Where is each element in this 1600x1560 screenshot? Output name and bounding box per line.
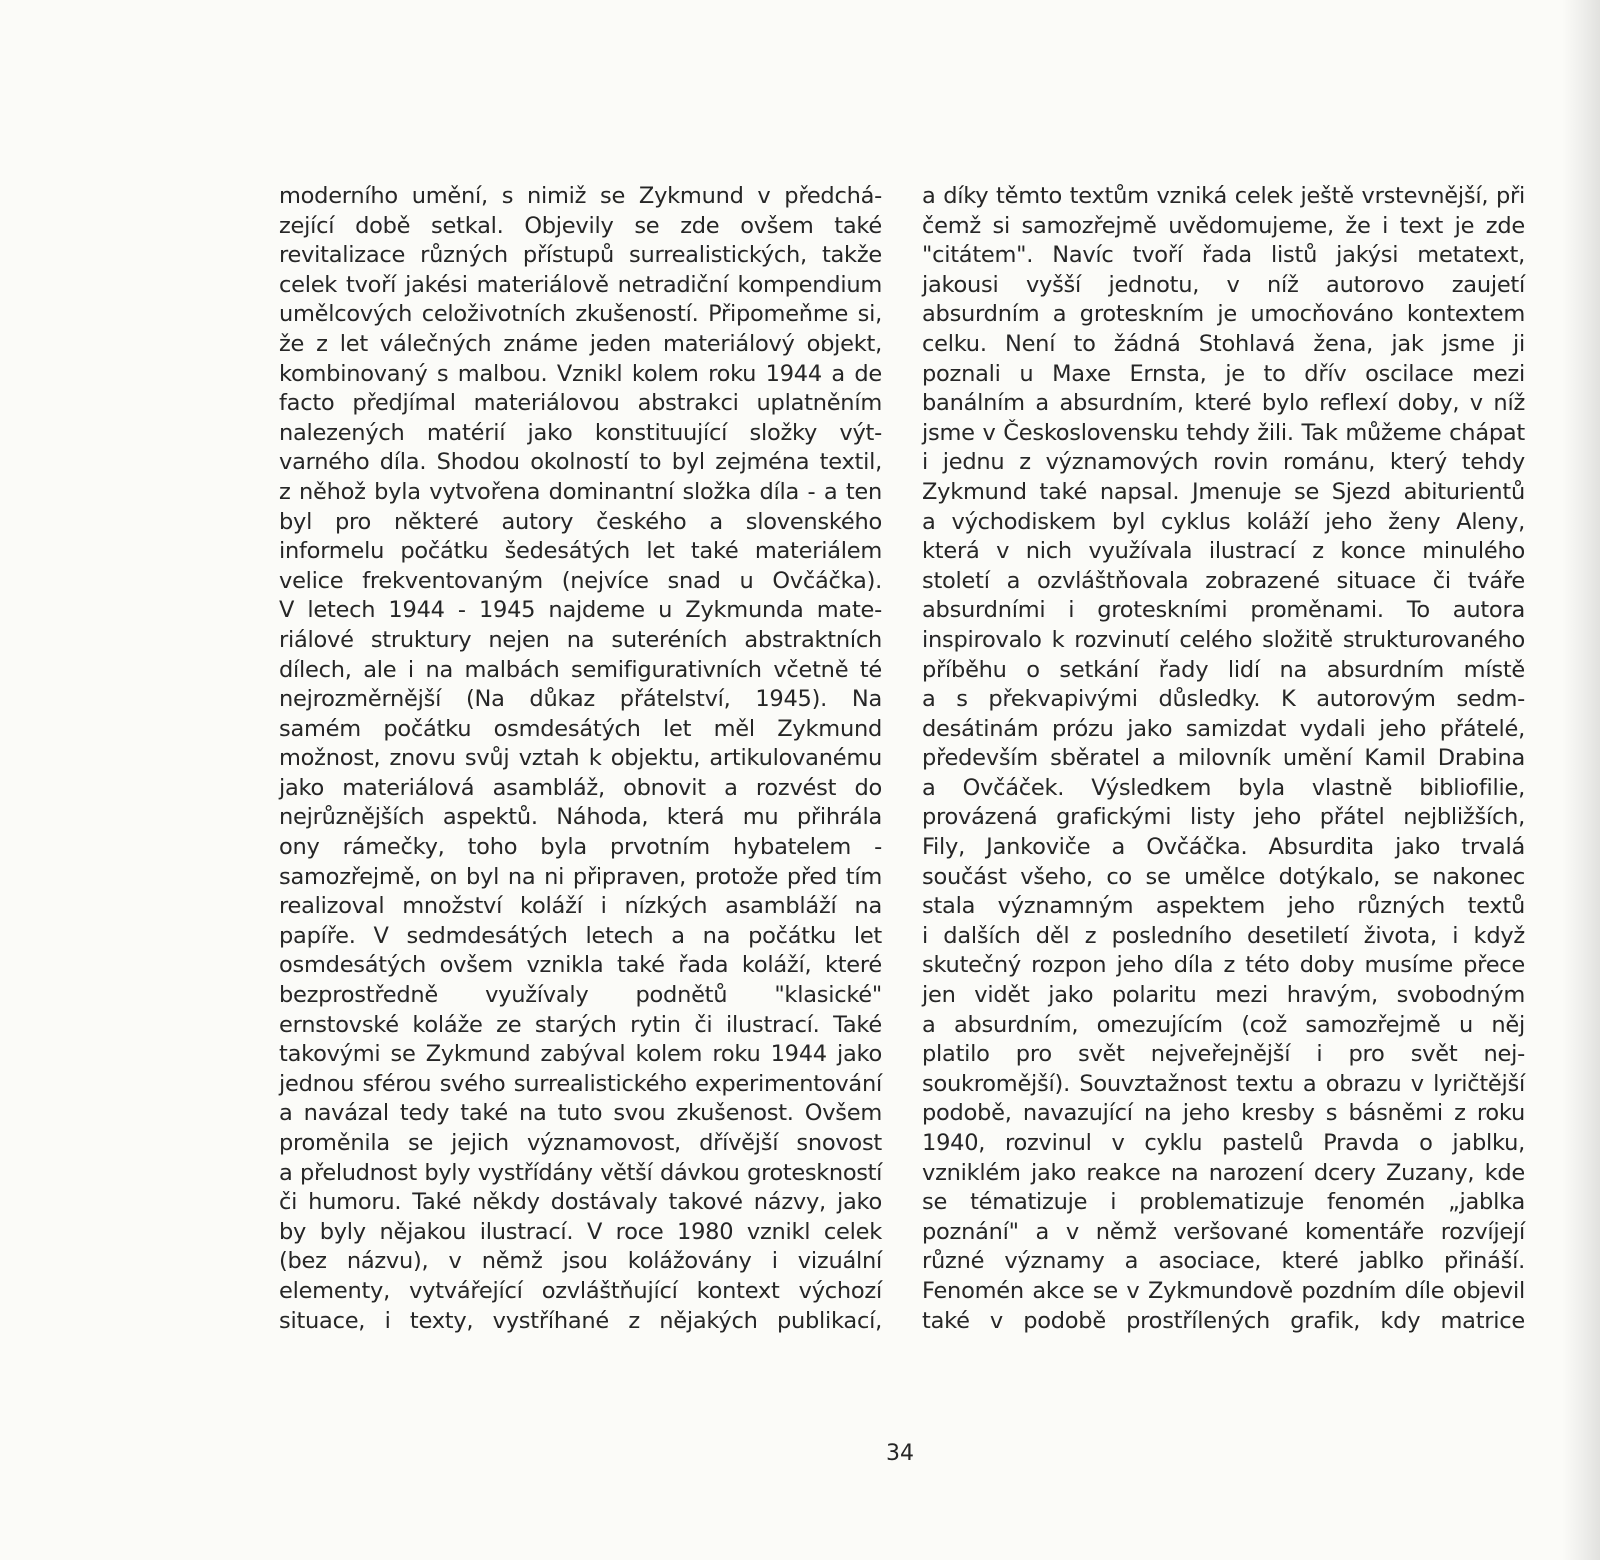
text-line: a navázal tedy také na tuto svou zkušenost. Ovšem <box>279 1100 882 1127</box>
text-line: inspirovalo k rozvinutí celého složitě strukturovaného <box>922 626 1525 653</box>
text-line: takovými se Zykmund zabýval kolem roku 1944 jako <box>279 1041 882 1068</box>
text-line: se tématizuje i problematizuje fenomén „jablka <box>922 1189 1525 1216</box>
text-line: informelu počátku šedesátých let také materiálem <box>279 538 882 565</box>
text-line: kombinovaný s malbou. Vznikl kolem roku 1944 a de <box>279 360 882 387</box>
text-line: celek tvoří jakési materiálově netradiční kompendium <box>279 271 882 298</box>
text-line: a přeludnost byly vystřídány větší dávkou groteskností <box>279 1159 882 1186</box>
text-line: realizoval množství koláží i nízkých asambláží na <box>279 893 882 920</box>
text-line: moderního umění, s nimiž se Zykmund v předchá- <box>279 183 882 209</box>
text-line: elementy, vytvářející ozvláštňující kontext výchozí <box>279 1277 882 1304</box>
text-line: byl pro některé autory českého a slovenského <box>279 508 882 535</box>
text-line: 1940, rozvinul v cyklu pastelů Pravda o jablku, <box>922 1130 1525 1156</box>
text-line: vzniklém jako reakce na narození dcery Zuzany, kde <box>922 1159 1525 1186</box>
text-line: poznali u Maxe Ernsta, je to dřív oscilace mezi <box>922 360 1525 387</box>
text-line: možnost, znovu svůj vztah k objektu, artikulovanému <box>279 745 882 772</box>
text-line: by byly nějakou ilustrací. V roce 1980 vznikl celek <box>279 1218 882 1245</box>
text-line: a díky těmto textům vzniká celek ještě vrstevnější, při <box>922 183 1525 209</box>
text-line: že z let válečných známe jeden materiálový objekt, <box>279 330 882 357</box>
text-line: bezprostředně využívaly podnětů "klasické" <box>279 982 882 1009</box>
text-line: z něhož byla vytvořena dominantní složka díla - a ten <box>279 478 882 505</box>
text-line: ernstovské koláže ze starých rytin či ilustrací. Také <box>279 1011 882 1038</box>
text-line: zející době setkal. Objevily se zde ovšem také <box>279 212 882 239</box>
text-line: čemž si samozřejmě uvědomujeme, že i text je zde <box>922 212 1525 239</box>
text-line: nejrůznějších aspektů. Náhoda, která mu přihrála <box>279 804 882 831</box>
text-line: umělcových celoživotních zkušeností. Připomeňme si, <box>279 301 882 328</box>
text-line: varného díla. Shodou okolností to byl zejména textil, <box>279 449 882 476</box>
text-line: Fily, Jankoviče a Ovčáčka. Absurdita jako trvalá <box>922 834 1525 861</box>
text-line: proměnila se jejich významovost, dřívější snovost <box>279 1130 882 1156</box>
text-line: situace, i texty, vystříhané z nějakých publikací, <box>279 1307 882 1334</box>
text-line: celku. Není to žádná Stohlavá žena, jak jsme ji <box>922 330 1525 357</box>
text-line: příběhu o setkání řady lidí na absurdním místě <box>922 656 1525 683</box>
text-column-left <box>279 182 882 1336</box>
text-line: a s překvapivými důsledky. K autorovým sedm- <box>922 686 1525 713</box>
text-line: samozřejmě, on byl na ni připraven, protože před tím <box>279 863 882 890</box>
text-line: absurdními i groteskními proměnami. To autora <box>922 597 1525 624</box>
page-number: 34 <box>886 1441 914 1466</box>
text-line: která v nich využívala ilustrací z konce minulého <box>922 538 1525 565</box>
text-line: i jednu z významových rovin románu, který tehdy <box>922 449 1525 476</box>
text-line: stala významným aspektem jeho různých textů <box>922 893 1525 920</box>
text-line: osmdesátých ovšem vznikla také řada koláží, které <box>279 952 882 979</box>
text-line: poznání" a v němž veršované komentáře rozvíjejí <box>922 1218 1525 1245</box>
text-line: revitalizace různých přístupů surrealistických, takže <box>279 242 882 269</box>
text-line: dílech, ale i na malbách semifigurativních včetně té <box>279 656 882 683</box>
text-line: soukromější). Souvztažnost textu a obrazu v lyričtější <box>922 1070 1525 1097</box>
text-line: V letech 1944 - 1945 najdeme u Zykmunda mate- <box>279 597 882 624</box>
text-line: a absurdním, omezujícím (což samozřejmě u něj <box>922 1011 1525 1038</box>
text-line: jsme v Československu tehdy žili. Tak můžeme chápat <box>922 419 1525 446</box>
text-line: jednou sférou svého surrealistického experimentování <box>279 1070 882 1097</box>
text-line: platilo pro svět nejveřejnější i pro svět nej- <box>922 1041 1525 1068</box>
text-line: banálním a absurdním, které bylo reflexí doby, v níž <box>922 390 1525 417</box>
page-gutter-shadow <box>1562 0 1600 1560</box>
text-line: jakousi vyšší jednotu, v níž autorovo zaujetí <box>922 271 1525 298</box>
text-line: Fenomén akce se v Zykmundově pozdním díle objevil <box>922 1277 1525 1304</box>
text-line: riálové struktury nejen na suteréních abstraktních <box>279 626 882 653</box>
text-line: absurdním a groteskním je umocňováno kontextem <box>922 301 1525 328</box>
text-line: různé významy a asociace, které jablko přináší. <box>922 1248 1525 1275</box>
text-line: skutečný rozpon jeho díla z této doby musíme přece <box>922 952 1525 979</box>
text-line: a Ovčáček. Výsledkem byla vlastně bibliofilie, <box>922 774 1525 801</box>
text-line: století a ozvláštňovala zobrazené situace či tváře <box>922 567 1525 594</box>
text-line: také v podobě prostřílených grafik, kdy matrice <box>922 1307 1525 1334</box>
text-line: "citátem". Navíc tvoří řada listů jakýsi metatext, <box>922 242 1525 269</box>
text-line: facto předjímal materiálovou abstrakci uplatněním <box>279 390 882 417</box>
text-line: podobě, navazující na jeho kresby s básněmi z roku <box>922 1100 1525 1127</box>
text-line: (bez názvu), v němž jsou kolážovány i vizuální <box>279 1248 882 1275</box>
text-line: a východiskem byl cyklus koláží jeho ženy Aleny, <box>922 508 1525 535</box>
text-line: jen vidět jako polaritu mezi hravým, svobodným <box>922 982 1525 1009</box>
text-line: jako materiálová asambláž, obnovit a rozvést do <box>279 774 882 801</box>
text-line: desátinám prózu jako samizdat vydali jeho přátelé, <box>922 715 1525 742</box>
text-line: nalezených matérií jako konstituující složky výt- <box>279 419 882 446</box>
text-line: papíře. V sedmdesátých letech a na počátku let <box>279 922 882 949</box>
text-line: nejrozměrnější (Na důkaz přátelství, 1945). Na <box>279 686 882 713</box>
text-line: Zykmund také napsal. Jmenuje se Sjezd abiturientů <box>922 478 1525 505</box>
text-line: i dalších děl z posledního desetiletí života, i když <box>922 922 1525 949</box>
text-column-right <box>922 182 1525 1336</box>
text-line: provázená grafickými listy jeho přátel nejbližších, <box>922 804 1525 831</box>
text-line: součást všeho, co se umělce dotýkalo, se nakonec <box>922 863 1525 890</box>
text-line: ony rámečky, toho byla prvotním hybatelem - <box>279 834 882 861</box>
text-line: především sběratel a milovník umění Kamil Drabina <box>922 745 1525 772</box>
text-line: velice frekventovaným (nejvíce snad u Ovčáčka). <box>279 567 882 594</box>
text-line: samém počátku osmdesátých let měl Zykmund <box>279 715 882 742</box>
text-line: či humoru. Také někdy dostávaly takové názvy, jako <box>279 1189 882 1216</box>
